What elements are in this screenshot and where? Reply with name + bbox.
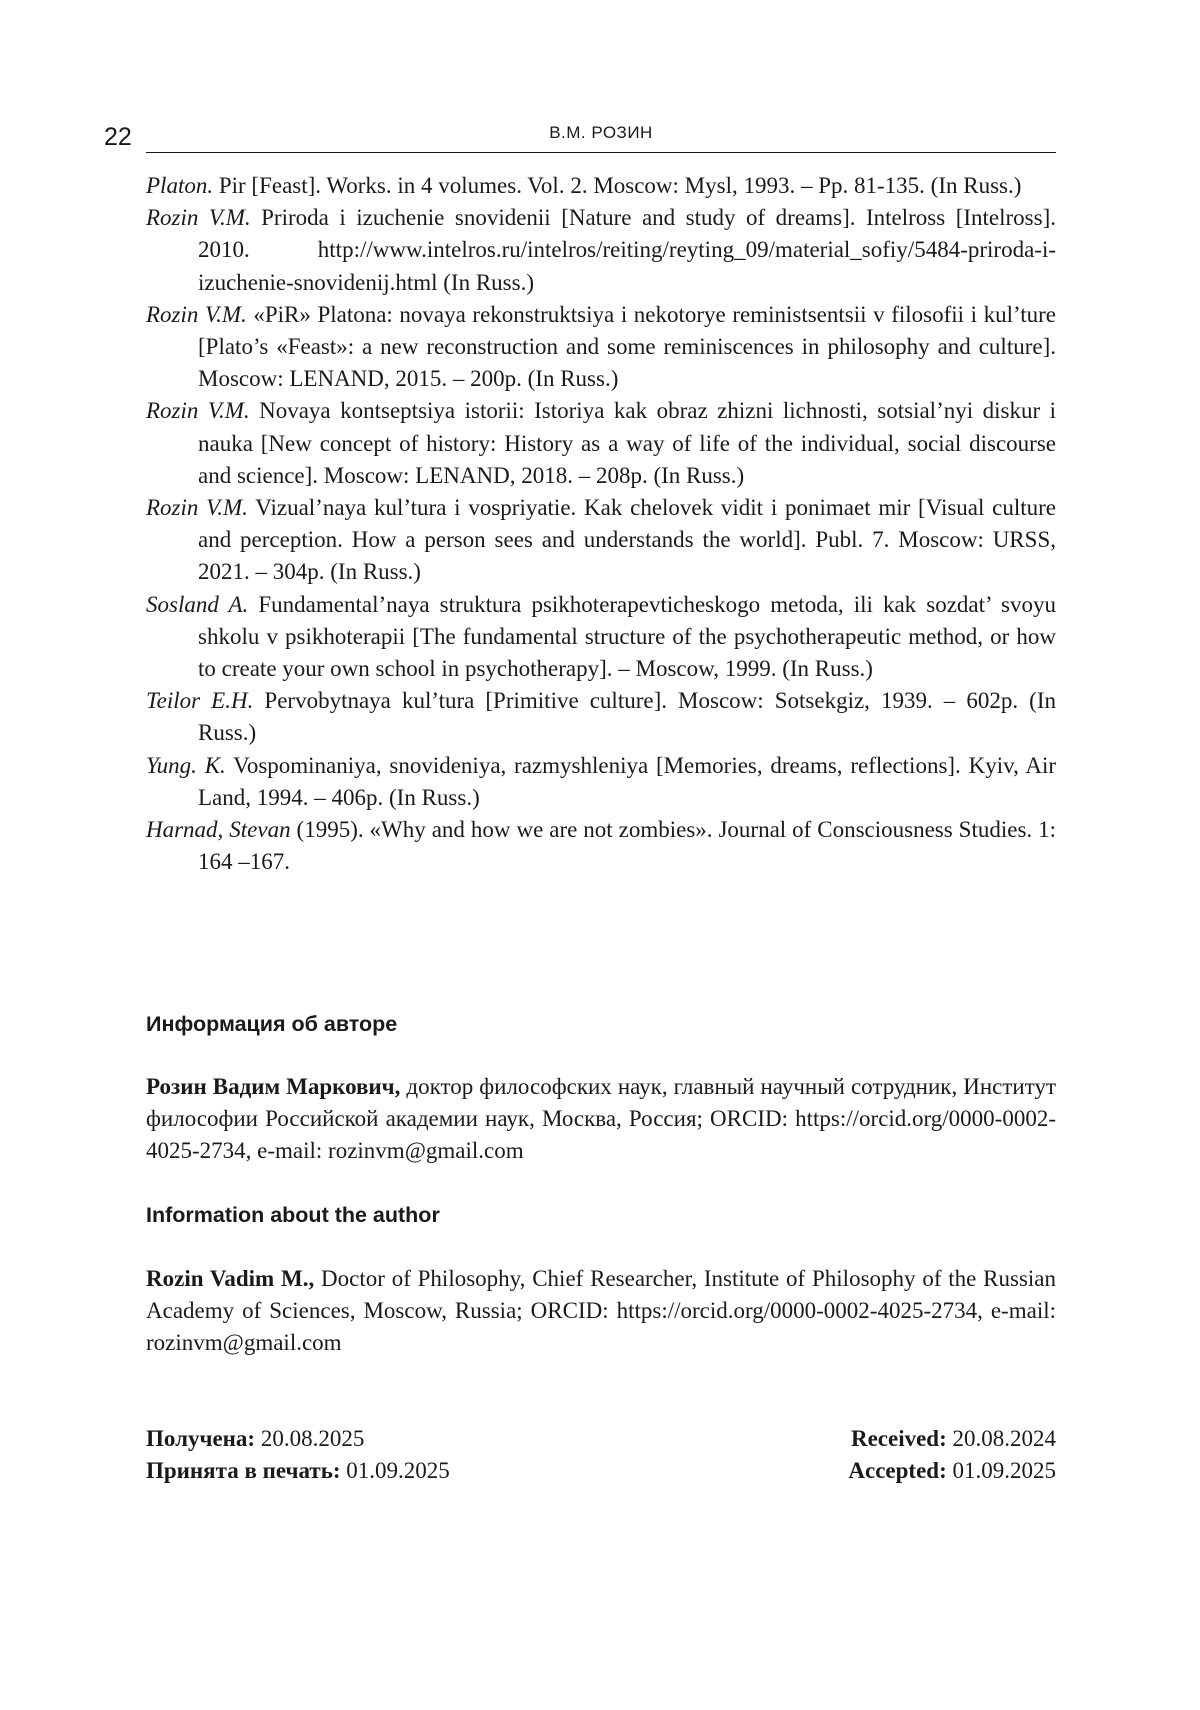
reference-text: Pir [Feast]. Works. in 4 volumes. Vol. 2. Moscow: Mysl, 1993. – Pp. 81-135. (In Russ.) xyxy=(213,173,1022,198)
reference-item xyxy=(146,395,1056,492)
reference-author: Platon. xyxy=(146,173,214,198)
received-en-label: Received: xyxy=(850,1426,947,1451)
reference-item xyxy=(146,814,1056,878)
accepted-ru-value: 01.09.2025 xyxy=(340,1458,450,1484)
received-row xyxy=(146,1423,1056,1455)
reference-author: Rozin V.M. xyxy=(146,495,248,521)
page-number: 22 xyxy=(104,123,132,151)
reference-author: Harnad, Stevan xyxy=(146,817,291,843)
author-info-heading-ru: Информация об авторе xyxy=(146,1012,398,1036)
reference-author: Rozin V.M. xyxy=(146,398,250,424)
publication-dates xyxy=(146,1423,1056,1487)
reference-item xyxy=(146,170,1056,202)
reference-text: (1995). «Why and how we are not zombies». Journal of Consciousness Studies. 1: 164 –167. xyxy=(198,817,1056,875)
author-info-heading-en: Information about the author xyxy=(146,1203,440,1227)
reference-text: Novaya kontseptsiya istorii: Istoriya kak obraz zhizni lichnosti, sotsial’nyi diskur i nauka [New concept of history: History as a way of life of the individual, social discourse and science]. Moscow: LENAND, 2018. – 208p. (In Russ.) xyxy=(198,398,1056,488)
reference-item xyxy=(146,492,1056,589)
reference-author: Teilor E.H. xyxy=(146,688,254,714)
author-details-ru: доктор философских наук, главный научный сотрудник, Институт философии Российской академии наук, Москва, Россия; ORCID: https://orcid.org/0000-0002-4025-2734, e-mail: rozinvm@gmail.com xyxy=(146,1074,1056,1164)
author-name-en: Rozin Vadim M., xyxy=(146,1266,315,1291)
reference-text: Vizual’naya kul’tura i vospriyatie. Kak chelovek vidit i ponimaet mir [Visual culture and perception. How a person sees and understands the world]. Publ. 7. Moscow: URSS, 2021. – 304p. (In Russ.) xyxy=(198,495,1056,585)
accepted-ru-label: Принята в печать: xyxy=(146,1458,341,1484)
accepted-en-value: 01.09.2025 xyxy=(946,1458,1056,1484)
received-ru xyxy=(146,1423,364,1455)
accepted-en-label: Accepted: xyxy=(848,1458,947,1484)
received-en xyxy=(851,1423,1056,1455)
reference-text: Vospominaniya, snovideniya, razmyshleniya [Memories, dreams, reflections]. Kyiv, Air Land, 1994. – 406p. (In Russ.) xyxy=(198,752,1057,810)
header-rule xyxy=(146,152,1056,153)
reference-author: Yung. K. xyxy=(146,752,226,778)
accepted-en xyxy=(848,1455,1056,1487)
reference-list xyxy=(146,170,1056,878)
reference-author: Rozin V.M. xyxy=(146,205,251,231)
received-ru-value: 20.08.2025 xyxy=(255,1426,365,1451)
author-info-ru xyxy=(146,1071,1056,1168)
reference-author: Rozin V.M. xyxy=(146,301,247,327)
reference-text: «PiR» Platona: novaya rekonstruktsiya i nekotorye reministsentsii v filosofii i kul’ture [Plato’s «Feast»: a new reconstruction and some reminiscences in philosophy and culture]. Moscow: LENAND, 2015. – 200p. (In Russ.) xyxy=(198,301,1056,392)
reference-item xyxy=(146,299,1056,396)
accepted-row xyxy=(146,1455,1056,1487)
reference-item xyxy=(146,202,1056,299)
reference-text: Priroda i izuchenie snovidenii [Nature and study of dreams]. Intelross [Intelross]. 2010. http://www.intelros.ru/intelros/reiting/reyting_09/material_sofiy/5484-priroda-i-izuchenie-snovidenij.html (In Russ.) xyxy=(198,205,1056,295)
author-details-en: Doctor of Philosophy, Chief Researcher, Institute of Philosophy of the Russian Academy of Sciences, Moscow, Russia; ORCID: https://orcid.org/0000-0002-4025-2734, e-mail: rozinvm@gmail.com xyxy=(146,1266,1057,1356)
reference-author: Sosland A. xyxy=(146,591,249,617)
reference-text: Fundamental’naya struktura psikhoterapevticheskogo metoda, ili kak sozdat’ svoyu shkolu v psikhoterapii [The fundamental structure of the psychotherapeutic method, or how to create your own school in psychotherapy]. – Moscow, 1999. (In Russ.) xyxy=(198,591,1056,682)
reference-item xyxy=(146,685,1056,749)
reference-item xyxy=(146,750,1056,814)
received-en-value: 20.08.2024 xyxy=(946,1426,1056,1451)
author-info-en xyxy=(146,1263,1056,1360)
running-head: В.М. РОЗИН xyxy=(549,123,653,142)
reference-item xyxy=(146,589,1056,686)
author-name-ru: Розин Вадим Маркович, xyxy=(146,1074,401,1099)
received-ru-label: Получена: xyxy=(146,1426,256,1451)
reference-text: Pervobytnaya kul’tura [Primitive culture]. Moscow: Sotsekgiz, 1939. – 602p. (In Russ.) xyxy=(198,688,1056,746)
accepted-ru xyxy=(146,1455,450,1487)
